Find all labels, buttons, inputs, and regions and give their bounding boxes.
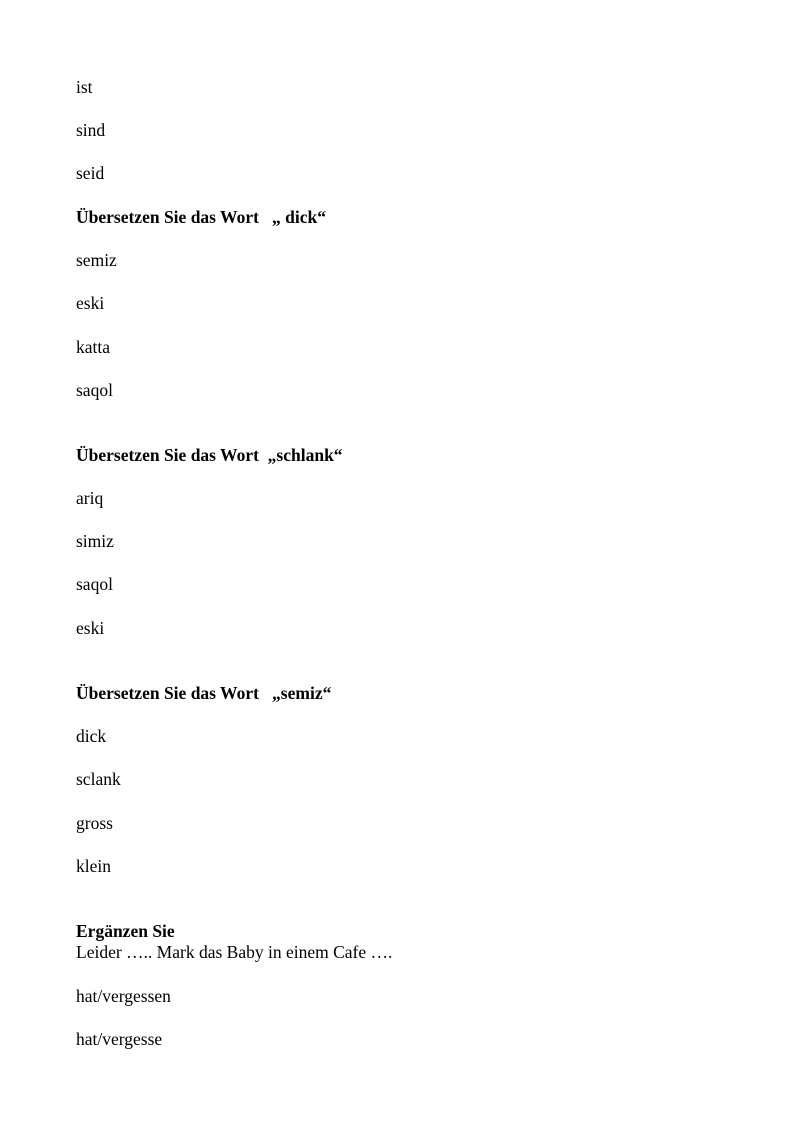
answer-option: ist bbox=[76, 77, 93, 97]
answer-option: seid bbox=[76, 163, 105, 183]
answer-option: katta bbox=[76, 337, 111, 357]
answer-option: gross bbox=[76, 813, 113, 833]
question-sentence: Leider ….. Mark das Baby in einem Cafe …. bbox=[76, 942, 393, 962]
answer-option: semiz bbox=[76, 250, 117, 270]
question-heading: Übersetzen Sie das Wort „schlank“ bbox=[76, 445, 343, 465]
question-heading: Übersetzen Sie das Wort „semiz“ bbox=[76, 683, 332, 703]
answer-option: sind bbox=[76, 120, 106, 140]
answer-option: eski bbox=[76, 293, 105, 313]
question-heading: Übersetzen Sie das Wort „ dick“ bbox=[76, 207, 327, 227]
answer-option: eski bbox=[76, 618, 105, 638]
answer-option: saqol bbox=[76, 380, 113, 400]
answer-option: dick bbox=[76, 726, 107, 746]
answer-option: saqol bbox=[76, 574, 113, 594]
answer-option: simiz bbox=[76, 531, 114, 551]
answer-option: hat/vergesse bbox=[76, 1029, 163, 1049]
question-heading: Ergänzen Sie bbox=[76, 921, 175, 941]
answer-option: hat/vergessen bbox=[76, 986, 171, 1006]
answer-option: ariq bbox=[76, 488, 104, 508]
answer-option: klein bbox=[76, 856, 111, 876]
answer-option: sclank bbox=[76, 769, 121, 789]
